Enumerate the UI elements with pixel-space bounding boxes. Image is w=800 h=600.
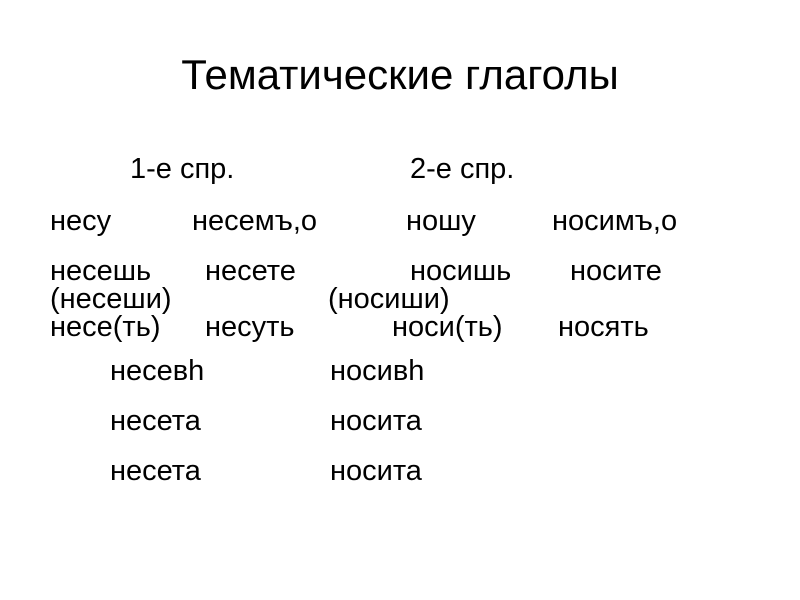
dual-1-second: носивh [330,355,425,387]
form-2sg-archaic-second: (носиши) [328,283,450,315]
form-2sg-archaic-first: (несеши) [50,283,172,315]
slide-title: Тематические глаголы [181,51,619,98]
form-2sg-first: несешь [50,255,152,287]
dual-3-first: несета [110,455,201,487]
form-3pl-second: носять [558,311,649,343]
form-1sg-second: ношу [406,205,476,237]
form-3pl-first: несуть [205,311,295,343]
dual-2-second: носита [330,405,422,437]
form-1pl-first: несемъ,о [192,205,318,237]
header-first-conjugation: 1-е спр. [130,153,235,185]
form-2sg-second: носишь [410,255,512,287]
dual-2-first: несета [110,405,201,437]
form-3sg-second: носи(ть) [392,311,503,343]
form-1pl-second: носимъ,о [552,205,678,237]
dual-3-second: носита [330,455,422,487]
header-second-conjugation: 2-е спр. [410,153,515,185]
form-2pl-first: несете [205,255,296,287]
form-3sg-first: несе(ть) [50,311,161,343]
dual-1-first: несевh [110,355,205,387]
form-2pl-second: носите [570,255,662,287]
form-1sg-first: несу [50,205,112,237]
